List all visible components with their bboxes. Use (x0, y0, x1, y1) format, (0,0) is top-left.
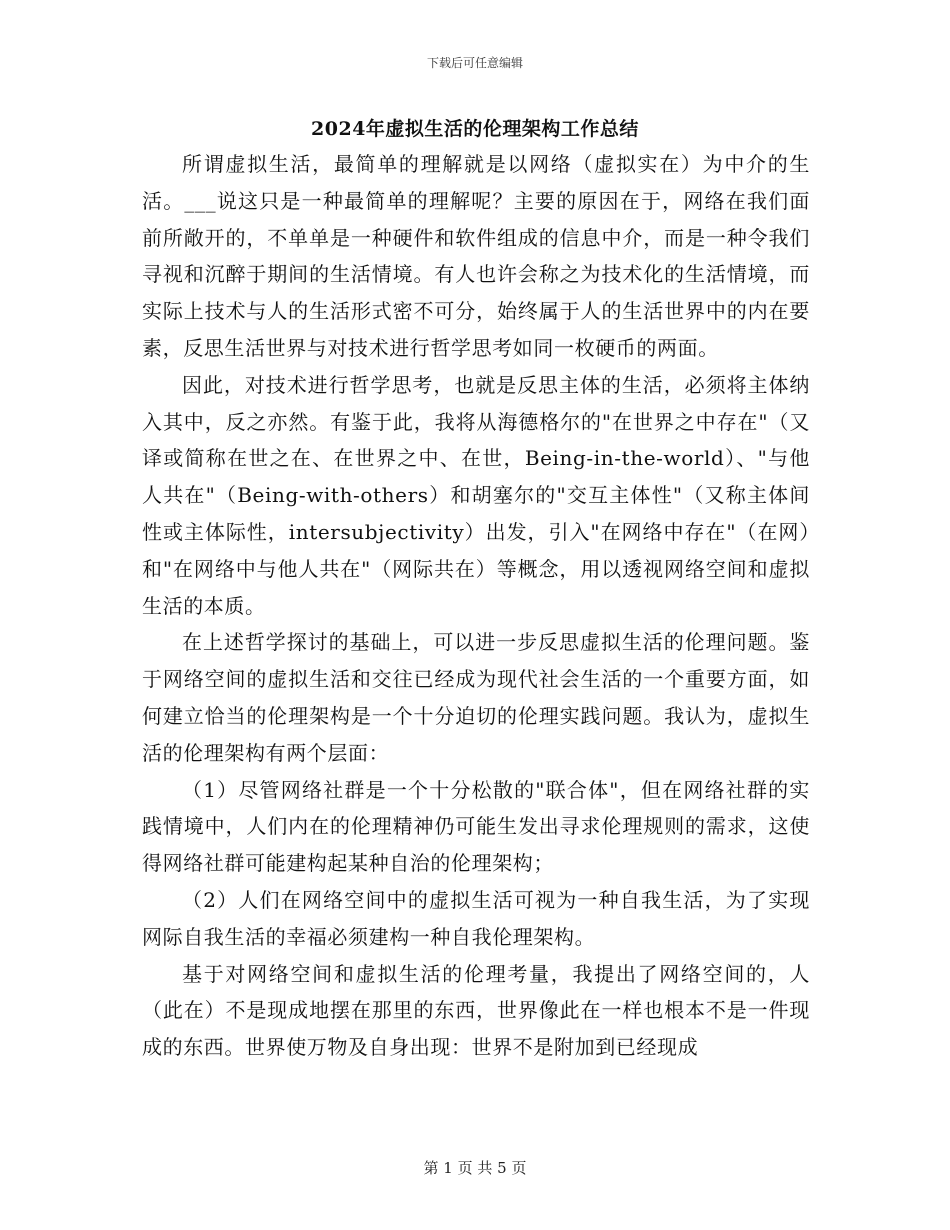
paragraph-framework-level-1: （1）尽管网络社群是一个十分松散的"联合体"，但在网络社群的实践情境中，人们内在的伦理精神仍可能生发出寻求伦理规则的需求，这使得网络社群可能建构起某种自治的伦理架构； (142, 777, 810, 876)
paragraph-cyberspace-ethics: 基于对网络空间和虚拟生活的伦理考量，我提出了网络空间的，人（此在）不是现成地摆在那里的东西，世界像此在一样也根本不是一件现成的东西。世界使万物及自身出现：世界不是附加到已经现成 (142, 961, 810, 1060)
header-note: 下载后可任意编辑 (426, 56, 523, 70)
paragraph-ethical-framework-intro: 在上述哲学探讨的基础上，可以进一步反思虚拟生活的伦理问题。鉴于网络空间的虚拟生活和交往已经成为现代社会生活的一个重要方面，如何建立恰当的伦理架构是一个十分迫切的伦理实践问题。我认为，虚拟生活的伦理架构有两个层面： (142, 630, 810, 765)
paragraph-philosophical-approach: 因此，对技术进行哲学思考，也就是反思主体的生活，必须将主体纳入其中，反之亦然。有鉴于此，我将从海德格尔的"在世界之中存在"（又译或简称在世之在、在世界之中、在世，Being-in-the-world）、"与他人共在"（Being-with-others）和胡塞尔的"交互主体性"（又称主体间性或主体际性，intersubjectivity）出发，引入"在网络中存在"（在网）和"在网络中与他人共在"（网际共在）等概念，用以透视网络空间和虚拟生活的本质。 (142, 372, 810, 618)
paragraph-virtual-life-definition: 所谓虚拟生活，最简单的理解就是以网络（虚拟实在）为中介的生活。___说这只是一种最简单的理解呢？主要的原因在于，网络在我们面前所敞开的，不单单是一种硬件和软件组成的信息中介，而是一种令我们寻视和沉醉于期间的生活情境。有人也许会称之为技术化的生活情境，而实际上技术与人的生活形式密不可分，始终属于人的生活世界中的内在要素，反思生活世界与对技术进行哲学思考如同一枚硬币的两面。 (142, 152, 810, 360)
document-body (142, 146, 810, 1066)
page-number: 第 1 页 共 5 页 (423, 1159, 527, 1177)
document-title: 2024年虚拟生活的伦理架构工作总结 (311, 118, 639, 140)
paragraph-framework-level-2: （2）人们在网络空间中的虚拟生活可视为一种自我生活，为了实现网际自我生活的幸福必须建构一种自我伦理架构。 (142, 887, 810, 949)
